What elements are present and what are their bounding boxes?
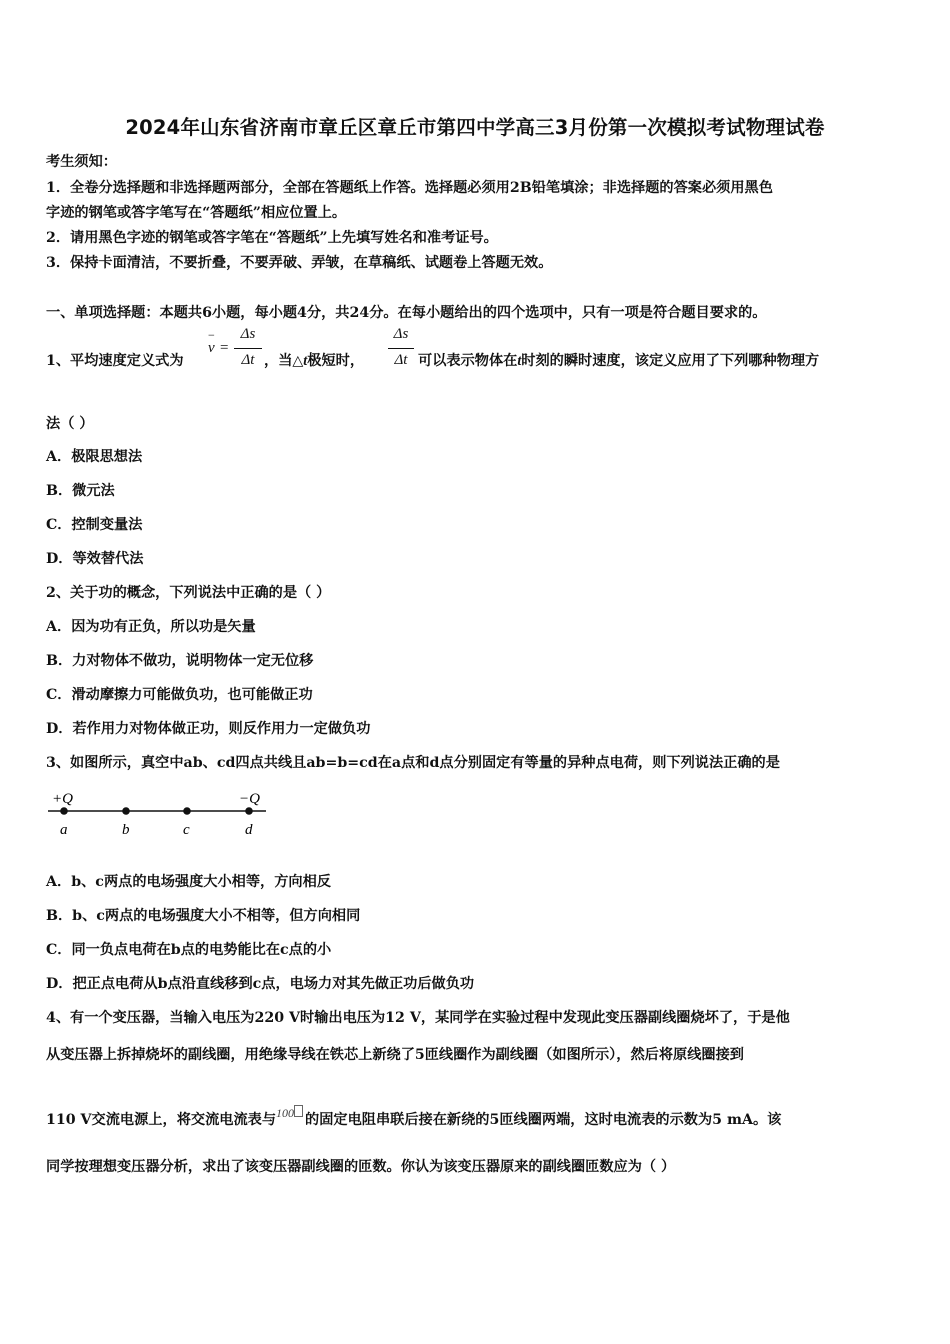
q3-stem: 3、如图所示，真空中ab、cd四点共线且ab=b=cd在a点和d点分别固定有等量的异种点电荷，则下列说法正确的是 xyxy=(46,755,780,771)
option: A．因为功有正负，所以功是矢量 xyxy=(46,619,256,635)
option: C．同一负点电荷在b点的电势能比在c点的小 xyxy=(46,942,332,958)
equals-sign: = xyxy=(220,340,229,356)
charges-figure xyxy=(44,786,274,840)
section-heading: 一、单项选择题：本题共6小题，每小题4分，共24分。在每小题给出的四个选项中，只有一项是符合题目要求的。 xyxy=(46,305,767,321)
q1-after: 可以表示物体在t时刻的瞬时速度，该定义应用了下列哪种物理方 xyxy=(418,353,820,369)
q2-stem: 2、关于功的概念，下列说法中正确的是（ ） xyxy=(46,585,331,601)
point-d xyxy=(245,807,253,815)
charge-left-label: +Q xyxy=(52,791,73,807)
option: A．b、c两点的电场强度大小相等，方向相反 xyxy=(46,874,331,890)
option: A．极限思想法 xyxy=(46,449,143,465)
q4-line: 同学按理想变压器分析，求出了该变压器副线圈的匝数。你认为该变压器原来的副线圈匝数应为（ ） xyxy=(46,1159,676,1175)
q1-prefix: 1、平均速度定义式为 xyxy=(46,353,184,369)
formula-numerator: Δs xyxy=(240,326,256,342)
notice-item: 2．请用黑色字迹的钢笔或答字笔在“答题纸”上先填写姓名和准考证号。 xyxy=(46,230,498,246)
formula-numerator: Δs xyxy=(393,326,409,342)
point-a xyxy=(60,807,68,815)
option: D．若作用力对物体做正功，则反作用力一定做负功 xyxy=(46,721,371,737)
page-title: 2024年山东省济南市章丘区章丘市第四中学高三3月份第一次模拟考试物理试卷 xyxy=(125,116,825,139)
ratio-formula xyxy=(388,326,414,376)
fraction-bar xyxy=(388,348,414,349)
option: D．等效替代法 xyxy=(46,551,144,567)
option: C．控制变量法 xyxy=(46,517,143,533)
bar-accent: − xyxy=(208,328,215,342)
point-label: b xyxy=(122,822,130,838)
notice-item: 3．保持卡面清洁，不要折叠，不要弄破、弄皱，在草稿纸、试题卷上答题无效。 xyxy=(46,255,553,271)
notice-item: 1．全卷分选择题和非选择题两部分，全部在答题纸上作答。选择题必须用2B铅笔填涂；非选择题的答案必须用黑色 xyxy=(46,180,773,196)
q4-line: 从变压器上拆掉烧坏的副线圈，用绝缘导线在铁芯上新绕了5匝线圈作为副线圈（如图所示），然后将原线圈接到 xyxy=(46,1047,744,1063)
fraction-bar xyxy=(234,348,262,349)
point-c xyxy=(183,807,191,815)
option: B．微元法 xyxy=(46,483,115,499)
q4-line: 4、有一个变压器，当输入电压为220 V时输出电压为12 V，某同学在实验过程中发现此变压器副线圈烧坏了，于是他 xyxy=(46,1010,790,1026)
q1-mid: ，当△t极短时， xyxy=(264,353,365,369)
q1-line2: 法（ ） xyxy=(46,416,94,432)
resistor-value: 100 xyxy=(276,1106,295,1120)
option: B．力对物体不做功，说明物体一定无位移 xyxy=(46,653,314,669)
charge-right-label: −Q xyxy=(239,791,260,807)
formula-lhs: v xyxy=(208,340,215,356)
point-b xyxy=(122,807,130,815)
point-label: c xyxy=(183,822,190,838)
ohm-placeholder-icon xyxy=(294,1105,303,1117)
option: D．把正点电荷从b点沿直线移到c点，电场力对其先做正功后做负功 xyxy=(46,976,475,992)
q4-line: 110 V交流电源上，将交流电流表与$^{100}$ 的固定电阻串联后接在新绕的5匝线圈两端，这时电流表的示数为5 mA。该 xyxy=(46,1106,782,1128)
point-label: d xyxy=(245,822,253,838)
notice-item: 字迹的钢笔或答字笔写在“答题纸”相应位置上。 xyxy=(46,205,347,221)
formula-denominator: Δt xyxy=(241,352,255,368)
notice-heading: 考生须知： xyxy=(46,154,117,170)
average-velocity-formula xyxy=(206,326,262,376)
point-label: a xyxy=(60,822,68,838)
option: C．滑动摩擦力可能做负功，也可能做正功 xyxy=(46,687,313,703)
formula-denominator: Δt xyxy=(394,352,408,368)
option: B．b、c两点的电场强度大小不相等，但方向相同 xyxy=(46,908,361,924)
